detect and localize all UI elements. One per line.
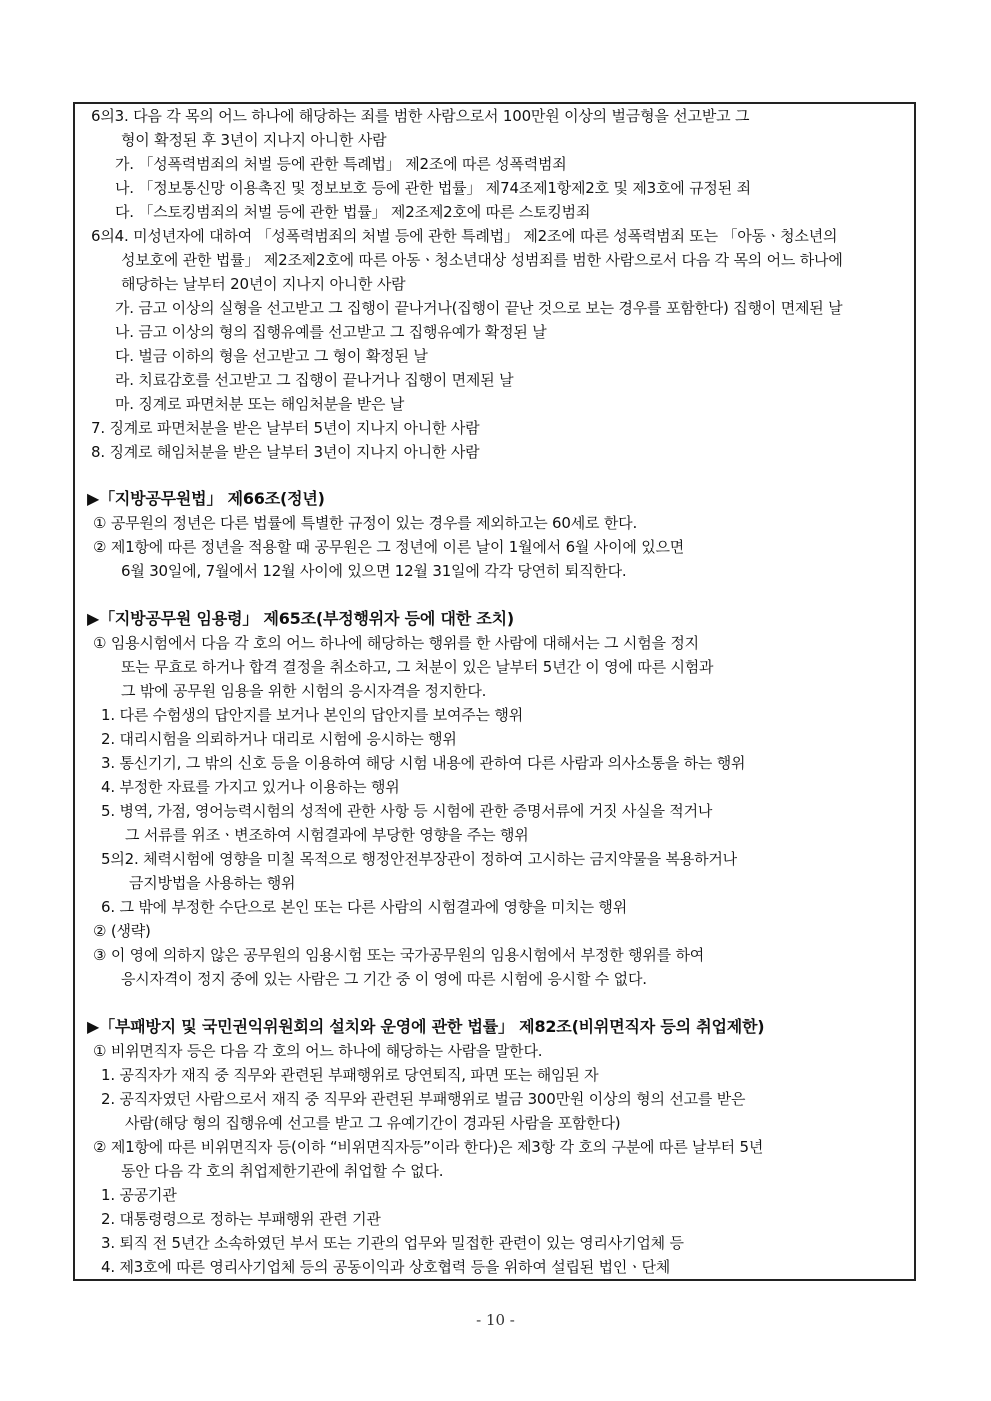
text-line: 2. 대통령령으로 정하는 부패행위 관련 기관 bbox=[101, 1210, 381, 1228]
text-line: 5의2. 체력시험에 영향을 미칠 목적으로 행정안전부장관이 정하여 고시하는 금지약물을 복용하거나 bbox=[101, 850, 737, 868]
text-line: 나. 「정보통신망 이용촉진 및 정보보호 등에 관한 법률」 제74조제1항제2호 및 제3호에 규정된 죄 bbox=[115, 179, 751, 197]
text-line: ① 공무원의 정년은 다른 법률에 특별한 규정이 있는 경우를 제외하고는 60세로 한다. bbox=[93, 514, 638, 532]
text-line: ② 제1항에 따른 비위면직자 등(이하 “비위면직자등”이라 한다)은 제3항 각 호의 구분에 따른 날부터 5년 bbox=[93, 1138, 764, 1156]
text-line: ② (생략) bbox=[93, 922, 151, 940]
text-line: ① 임용시험에서 다음 각 호의 어느 하나에 해당하는 행위를 한 사람에 대해서는 그 시험을 정지 bbox=[93, 634, 699, 652]
content-box bbox=[73, 102, 916, 1281]
text-line: 다. 「스토킹범죄의 처벌 등에 관한 법률」 제2조제2호에 따른 스토킹범죄 bbox=[115, 203, 591, 221]
text-line: 6의3. 다음 각 목의 어느 하나에 해당하는 죄를 범한 사람으로서 100만원 이상의 벌금형을 선고받고 그 bbox=[91, 107, 750, 125]
text-line: 그 밖에 공무원 임용을 위한 시험의 응시자격을 정지한다. bbox=[121, 682, 487, 700]
text-line: 나. 금고 이상의 형의 집행유예를 선고받고 그 집행유예가 확정된 날 bbox=[115, 323, 547, 341]
section-heading: ▶「지방공무원 임용령」 제65조(부정행위자 등에 대한 조치) bbox=[87, 609, 515, 628]
text-line: 4. 제3호에 따른 영리사기업체 등의 공동이익과 상호협력 등을 위하여 설립된 법인ㆍ단체 bbox=[101, 1258, 671, 1276]
text-line: 6월 30일에, 7월에서 12월 사이에 있으면 12월 31일에 각각 당연히 퇴직한다. bbox=[121, 562, 627, 580]
text-line: 다. 벌금 이하의 형을 선고받고 그 형이 확정된 날 bbox=[115, 347, 428, 365]
text-line: 사람(해당 형의 집행유예 선고를 받고 그 유예기간이 경과된 사람을 포함한다) bbox=[125, 1114, 621, 1132]
text-line: 가. 「성폭력범죄의 처벌 등에 관한 특례법」 제2조에 따른 성폭력범죄 bbox=[115, 155, 567, 173]
text-line: 1. 공공기관 bbox=[101, 1186, 177, 1204]
text-line: 해당하는 날부터 20년이 지나지 아니한 사람 bbox=[121, 275, 406, 293]
text-line: 7. 징계로 파면처분을 받은 날부터 5년이 지나지 아니한 사람 bbox=[91, 419, 480, 437]
text-line: 3. 통신기기, 그 밖의 신호 등을 이용하여 해당 시험 내용에 관하여 다른 사람과 의사소통을 하는 행위 bbox=[101, 754, 746, 772]
text-line: 6의4. 미성년자에 대하여 「성폭력범죄의 처벌 등에 관한 특례법」 제2조에 따른 성폭력범죄 또는 「아동ㆍ청소년의 bbox=[91, 227, 838, 245]
text-line: 동안 다음 각 호의 취업제한기관에 취업할 수 없다. bbox=[121, 1162, 444, 1180]
section-heading: ▶「지방공무원법」 제66조(정년) bbox=[87, 489, 325, 508]
text-line: 마. 징계로 파면처분 또는 해임처분을 받은 날 bbox=[115, 395, 405, 413]
text-line: 3. 퇴직 전 5년간 소속하였던 부서 또는 기관의 업무와 밀접한 관련이 있는 영리사기업체 등 bbox=[101, 1234, 684, 1252]
text-line: 8. 징계로 해임처분을 받은 날부터 3년이 지나지 아니한 사람 bbox=[91, 443, 480, 461]
text-line: 5. 병역, 가점, 영어능력시험의 성적에 관한 사항 등 시험에 관한 증명서류에 거짓 사실을 적거나 bbox=[101, 802, 713, 820]
text-line: ① 비위면직자 등은 다음 각 호의 어느 하나에 해당하는 사람을 말한다. bbox=[93, 1042, 543, 1060]
text-line: 6. 그 밖에 부정한 수단으로 본인 또는 다른 사람의 시험결과에 영향을 미치는 행위 bbox=[101, 898, 628, 916]
page-number: - 10 - bbox=[476, 1311, 515, 1329]
text-line: 4. 부정한 자료를 가지고 있거나 이용하는 행위 bbox=[101, 778, 400, 796]
text-line: 금지방법을 사용하는 행위 bbox=[129, 874, 296, 892]
text-line: 그 서류를 위조ㆍ변조하여 시험결과에 부당한 영향을 주는 행위 bbox=[125, 826, 529, 844]
text-line: 형이 확정된 후 3년이 지나지 아니한 사람 bbox=[121, 131, 387, 149]
text-line: 1. 공직자가 재직 중 직무와 관련된 부패행위로 당연퇴직, 파면 또는 해임된 자 bbox=[101, 1066, 599, 1084]
text-line: ② 제1항에 따른 정년을 적용할 때 공무원은 그 정년에 이른 날이 1월에서 6월 사이에 있으면 bbox=[93, 538, 685, 556]
text-line: 가. 금고 이상의 실형을 선고받고 그 집행이 끝나거나(집행이 끝난 것으로 보는 경우를 포함한다) 집행이 면제된 날 bbox=[115, 299, 843, 317]
text-line: ③ 이 영에 의하지 않은 공무원의 임용시험 또는 국가공무원의 임용시험에서 부정한 행위를 하여 bbox=[93, 946, 705, 964]
text-line: 1. 다른 수험생의 답안지를 보거나 본인의 답안지를 보여주는 행위 bbox=[101, 706, 523, 724]
text-line: 라. 치료감호를 선고받고 그 집행이 끝나거나 집행이 면제된 날 bbox=[115, 371, 514, 389]
text-line: 2. 대리시험을 의뢰하거나 대리로 시험에 응시하는 행위 bbox=[101, 730, 457, 748]
text-line: 2. 공직자였던 사람으로서 재직 중 직무와 관련된 부패행위로 벌금 300만원 이상의 형의 선고를 받은 bbox=[101, 1090, 746, 1108]
section-heading: ▶「부패방지 및 국민권익위원회의 설치와 운영에 관한 법률」 제82조(비위면직자 등의 취업제한) bbox=[87, 1017, 765, 1036]
text-line: 응시자격이 정지 중에 있는 사람은 그 기간 중 이 영에 따른 시험에 응시할 수 없다. bbox=[121, 970, 647, 988]
text-line: 또는 무효로 하거나 합격 결정을 취소하고, 그 처분이 있은 날부터 5년간 이 영에 따른 시험과 bbox=[121, 658, 714, 676]
text-line: 성보호에 관한 법률」 제2조제2호에 따른 아동ㆍ청소년대상 성범죄를 범한 사람으로서 다음 각 목의 어느 하나에 bbox=[121, 251, 843, 269]
